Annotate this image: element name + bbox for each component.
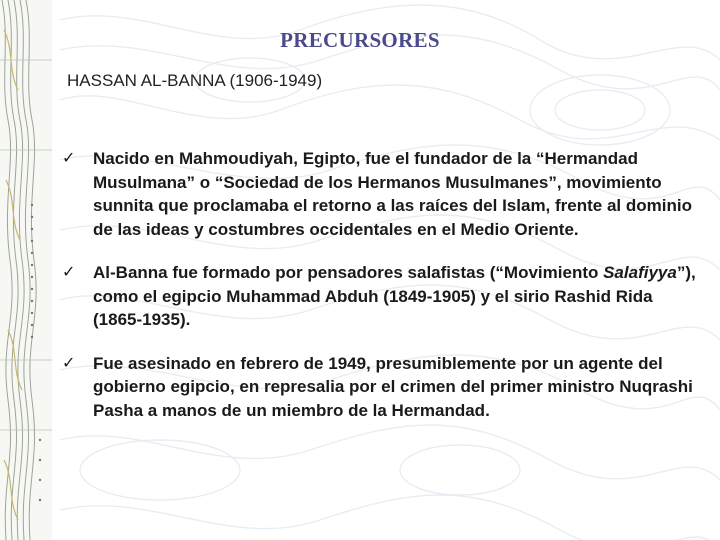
bullet-text-before: Al-Banna fue formado por pensadores salafistas (“Movimiento xyxy=(93,263,604,282)
check-icon: ✓ xyxy=(62,150,76,167)
check-icon: ✓ xyxy=(62,354,76,372)
left-decorative-strip xyxy=(0,0,52,540)
bullet-text xyxy=(93,263,696,329)
bullet-item-death xyxy=(62,352,702,423)
bullet-text: Nacido en Mahmoudiyah, Egipto, fue el fundador de la “Hermandad Musulmana” o “Sociedad de los Hermanos Musulmanes”, movimiento sunnita que proclamaba el retorno a las raíces del Islam, frente al dominio de las ideas y costumbres occidentales en el Medio Oriente. xyxy=(93,149,692,239)
bullet-text-italic: Salafiyya xyxy=(603,263,677,282)
slide-title: PRECURSORES xyxy=(280,28,440,52)
bullet-text-after: ”), como el egipcio Muhammad Abduh (1849-1905) y el sirio Rashid Rida (1865-1935). xyxy=(93,263,696,329)
slide-subtitle: HASSAN AL-BANNA (1906-1949) xyxy=(67,71,323,90)
check-icon: ✓ xyxy=(62,264,76,281)
bullet-text: Fue asesinado en febrero de 1949, presumiblemente por un agente del gobierno egipcio, en represalia por el crimen del primer ministro Nuqrashi Pasha a manos de un miembro de la Hermandad. xyxy=(93,353,693,420)
bullet-item-birth xyxy=(62,147,702,241)
bullet-list xyxy=(62,147,702,442)
bullet-item-formation xyxy=(62,261,702,332)
